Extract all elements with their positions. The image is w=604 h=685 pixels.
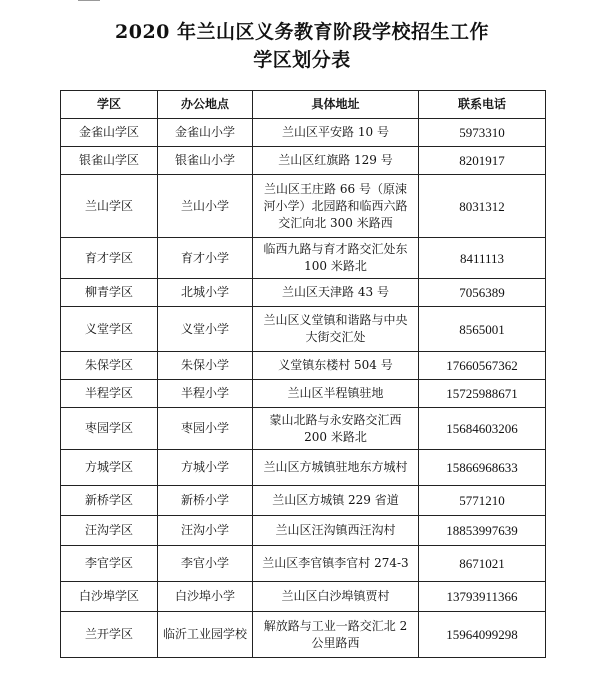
table-row [61,352,546,380]
phone-cell: 7056389 [419,279,546,307]
address-cell: 兰山区方城镇驻地东方城村 [253,450,419,486]
table-row [61,486,546,516]
district-cell: 金雀山学区 [61,119,158,147]
district-cell: 新桥学区 [61,486,158,516]
header-address: 具体地址 [253,91,419,119]
district-cell: 枣园学区 [61,408,158,450]
phone-cell: 8031312 [419,175,546,238]
phone-cell: 15684603206 [419,408,546,450]
office-cell: 临沂工业园学校 [158,612,253,658]
address-cell: 临西九路与育才路交汇处东 100 米路北 [253,238,419,279]
header-district: 学区 [61,91,158,119]
header-phone: 联系电话 [419,91,546,119]
office-cell: 义堂小学 [158,307,253,352]
office-cell: 育才小学 [158,238,253,279]
district-cell: 方城学区 [61,450,158,486]
table-row [61,612,546,658]
office-cell: 方城小学 [158,450,253,486]
address-cell: 解放路与工业一路交汇北 2 公里路西 [253,612,419,658]
phone-cell: 17660567362 [419,352,546,380]
phone-cell: 8671021 [419,546,546,582]
address-cell: 兰山区平安路 10 号 [253,119,419,147]
table-row [61,175,546,238]
office-cell: 半程小学 [158,380,253,408]
table-row [61,238,546,279]
school-district-table [60,90,546,658]
table-row [61,307,546,352]
header-office: 办公地点 [158,91,253,119]
address-cell: 兰山区王庄路 66 号（原涑河小学）北园路和临西六路交汇向北 300 米路西 [253,175,419,238]
address-cell: 兰山区李官镇李官村 274-3 [253,546,419,582]
office-cell: 金雀山小学 [158,119,253,147]
address-cell: 蒙山北路与永安路交汇西 200 米路北 [253,408,419,450]
district-cell: 汪沟学区 [61,516,158,546]
district-cell: 育才学区 [61,238,158,279]
address-cell: 兰山区半程镇驻地 [253,380,419,408]
address-cell: 兰山区天津路 43 号 [253,279,419,307]
phone-cell: 5771210 [419,486,546,516]
phone-cell: 8565001 [419,307,546,352]
office-cell: 银雀山小学 [158,147,253,175]
phone-cell: 18853997639 [419,516,546,546]
table-row [61,279,546,307]
office-cell: 新桥小学 [158,486,253,516]
office-cell: 汪沟小学 [158,516,253,546]
phone-cell: 5973310 [419,119,546,147]
table-row [61,119,546,147]
district-cell: 柳青学区 [61,279,158,307]
table-row [61,546,546,582]
district-cell: 义堂学区 [61,307,158,352]
district-cell: 兰开学区 [61,612,158,658]
office-cell: 枣园小学 [158,408,253,450]
phone-cell: 8411113 [419,238,546,279]
office-cell: 朱保小学 [158,352,253,380]
phone-cell: 15866968633 [419,450,546,486]
title-line-2: 学区划分表 [253,49,351,71]
phone-cell: 15725988671 [419,380,546,408]
district-cell: 银雀山学区 [61,147,158,175]
office-cell: 白沙埠小学 [158,582,253,612]
office-cell: 北城小学 [158,279,253,307]
title-line-1: 2020 年兰山区义务教育阶段学校招生工作 [115,21,489,43]
table-header-row [61,91,546,119]
address-cell: 兰山区白沙埠镇贾村 [253,582,419,612]
office-cell: 李官小学 [158,546,253,582]
phone-cell: 15964099298 [419,612,546,658]
district-cell: 白沙埠学区 [61,582,158,612]
office-cell: 兰山小学 [158,175,253,238]
table-row [61,450,546,486]
table-row [61,408,546,450]
district-cell: 半程学区 [61,380,158,408]
district-cell: 兰山学区 [61,175,158,238]
address-cell: 兰山区汪沟镇西汪沟村 [253,516,419,546]
page-top-fragment [78,0,100,1]
table-row [61,582,546,612]
address-cell: 义堂镇东楼村 504 号 [253,352,419,380]
phone-cell: 8201917 [419,147,546,175]
table-row [61,147,546,175]
district-cell: 朱保学区 [61,352,158,380]
district-cell: 李官学区 [61,546,158,582]
table-row [61,380,546,408]
phone-cell: 13793911366 [419,582,546,612]
address-cell: 兰山区义堂镇和谐路与中央大街交汇处 [253,307,419,352]
address-cell: 兰山区红旗路 129 号 [253,147,419,175]
document-title [0,18,604,74]
address-cell: 兰山区方城镇 229 省道 [253,486,419,516]
table-row [61,516,546,546]
